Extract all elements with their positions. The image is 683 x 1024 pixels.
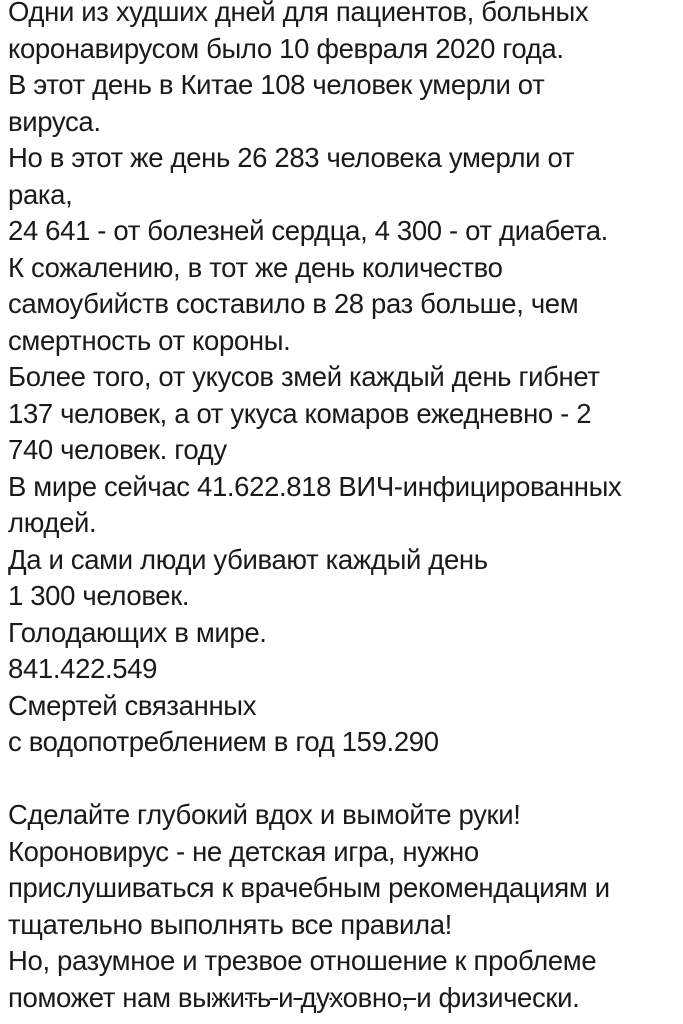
message-line: Да и сами люди убивают каждый день [8,543,488,575]
message-line: 1 300 человек. [8,580,190,611]
message-line: самоубийств составило в 28 раз больше, чем [8,288,579,319]
message-line: с водопотреблением в год 159.290 [8,726,439,757]
message-line: Одни из худших дней для пациентов, больных [8,0,589,27]
last-line [8,980,680,1017]
closing-line: Но, разумное и трезвое отношение к проблеме [8,945,597,976]
message-line: вируса. [8,105,101,137]
message-line: В мире сейчас 41.622.818 ВИЧ-инфицированных [8,470,622,502]
message-line: Смертей связанных [8,689,257,721]
closing-line: Сделайте глубокий вдох и вымойте руки! [8,799,521,830]
message-line: В этот день в Китае 108 человек умерли от [8,69,545,100]
paragraph-gap [8,761,680,798]
closing-line: тщательно выполнять все правила! [8,908,452,940]
message-line: людей. [8,507,97,538]
message-line: смертность от короны. [8,324,291,356]
message-line: рака, [8,178,73,210]
underlined-phrase: выжить и духовно, и [177,981,432,1013]
message-line: К сожалению, в тот же день количество [8,251,503,283]
message-line: Но в этот же день 26 283 человека умерли от [8,142,575,173]
message-line: Более того, от укусов змей каждый день гибнет [8,361,600,392]
message-line: коронавирусом было 10 февраля 2020 года. [8,32,564,64]
message-line: 24 641 - от болезней сердца, 4 300 - от диабета. [8,215,608,246]
message-line: Голодающих в мире. [8,616,267,648]
message-line: 740 человек. году [8,434,227,465]
last-line-start: поможет нам [8,981,178,1013]
message-line: 841.422.549 [8,653,158,684]
message-text [8,0,680,1016]
closing-line: прислушиваться к врачебным рекомендациям и [8,872,610,903]
message-line: 137 человек, а от укуса комаров ежедневно - 2 [8,397,592,429]
closing-line: Короновирус - не детская игра, нужно [8,835,479,867]
last-line-end: физически. [431,981,580,1013]
